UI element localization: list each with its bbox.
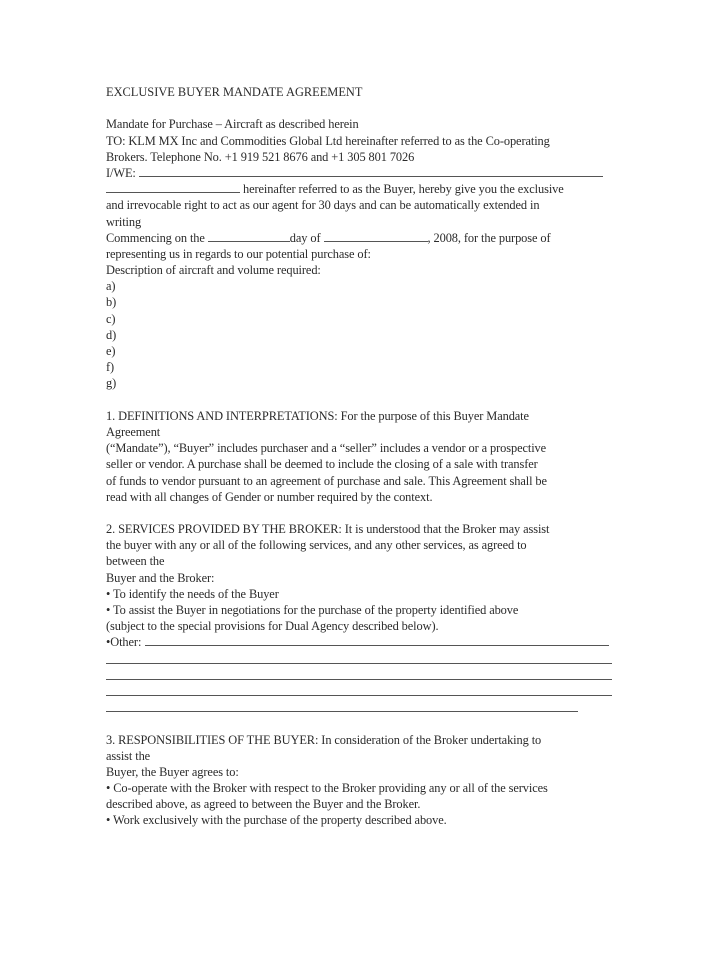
section-3-line: Buyer, the Buyer agrees to: (106, 764, 239, 779)
section-1-line: Agreement (106, 424, 161, 439)
agency-term-line: and irrevocable right to act as our agent for 30 days and can be automatically extended in (106, 198, 540, 213)
description-item-b: b) (106, 295, 117, 310)
commencing-day-field[interactable] (208, 230, 290, 242)
description-item-e: e) (106, 344, 116, 358)
telephone-line: Brokers. Telephone No. +1 919 521 8676 and +1 305 801 7026 (106, 149, 415, 164)
other-services-line-2[interactable] (106, 651, 618, 667)
section-3-line: described above, as agreed to between the Buyer and the Broker. (106, 797, 421, 812)
iwe-label: I/WE: (106, 165, 136, 180)
section-2-heading: 2. SERVICES PROVIDED BY THE BROKER: It is understood that the Broker may assist (106, 522, 550, 537)
section-1-heading: 1. DEFINITIONS AND INTERPRETATIONS: For the purpose of this Buyer Mandate (106, 408, 529, 423)
section-1-line: seller or vendor. A purchase shall be deemed to include the closing of a sale with transfer (106, 457, 538, 472)
section-2-bullet: • To assist the Buyer in negotiations for the purchase of the property identified above (106, 603, 519, 617)
buyer-name-field-2[interactable] (106, 181, 240, 193)
other-services-field[interactable] (145, 634, 609, 646)
description-item-d: d) (106, 327, 117, 342)
other-services-row (106, 634, 618, 650)
description-item-a: a) (106, 279, 116, 294)
buyer-name-field[interactable] (139, 165, 603, 177)
section-1-line: (“Mandate”), “Buyer” includes purchaser and a “seller” includes a vendor or a prospective (106, 441, 547, 456)
description-label: Description of aircraft and volume required: (106, 263, 321, 278)
section-3-bullet: • Co-operate with the Broker with respect to the Broker providing any or all of the services (106, 781, 548, 796)
section-2-line: between the (106, 554, 165, 569)
section-3-bullet: • Work exclusively with the purchase of the property described above. (106, 813, 447, 828)
commencing-month-field[interactable] (324, 230, 428, 242)
buyer-clause: hereinafter referred to as the Buyer, hereby give you the exclusive (240, 182, 564, 197)
mandate-purpose: Mandate for Purchase – Aircraft as described herein (106, 117, 359, 132)
commencing-label: Commencing on the (106, 230, 208, 245)
buyer-continuation-row (106, 181, 618, 197)
document-page (106, 84, 618, 829)
section-1-line: of funds to vendor pursuant to an agreement of purchase and sale. This Agreement shall be (106, 473, 547, 488)
other-services-line-3[interactable] (106, 667, 618, 683)
section-2-bullet: • To identify the needs of the Buyer (106, 586, 279, 601)
section-2-line: the buyer with any or all of the following services, and any other services, as agreed to (106, 538, 527, 553)
other-services-line-5[interactable] (106, 699, 618, 715)
description-item-c: c) (106, 311, 116, 326)
description-item-g: g) (106, 376, 117, 391)
representing-line: representing us in regards to our potential purchase of: (106, 246, 371, 261)
section-2-line: Buyer and the Broker: (106, 570, 215, 585)
section-3-heading: 3. RESPONSIBILITIES OF THE BUYER: In consideration of the Broker undertaking to (106, 732, 542, 747)
other-services-line-4[interactable] (106, 683, 618, 699)
addressee-line: TO: KLM MX Inc and Commodities Global Ltd hereinafter referred to as the Co-operating (106, 133, 550, 148)
iwe-row (106, 165, 618, 181)
description-item-f: f) (106, 360, 115, 375)
section-3-line: assist the (106, 748, 151, 763)
other-label: •Other: (106, 635, 142, 650)
document-title: EXCLUSIVE BUYER MANDATE AGREEMENT (106, 85, 363, 99)
commencing-row (106, 230, 618, 246)
year-text: , 2008, for the purpose of (427, 230, 551, 245)
section-1-line: read with all changes of Gender or number required by the context. (106, 489, 433, 504)
agency-term-line-end: writing (106, 214, 142, 229)
day-of-label: day of (289, 230, 324, 245)
section-2-line: (subject to the special provisions for Dual Agency described below). (106, 619, 439, 634)
